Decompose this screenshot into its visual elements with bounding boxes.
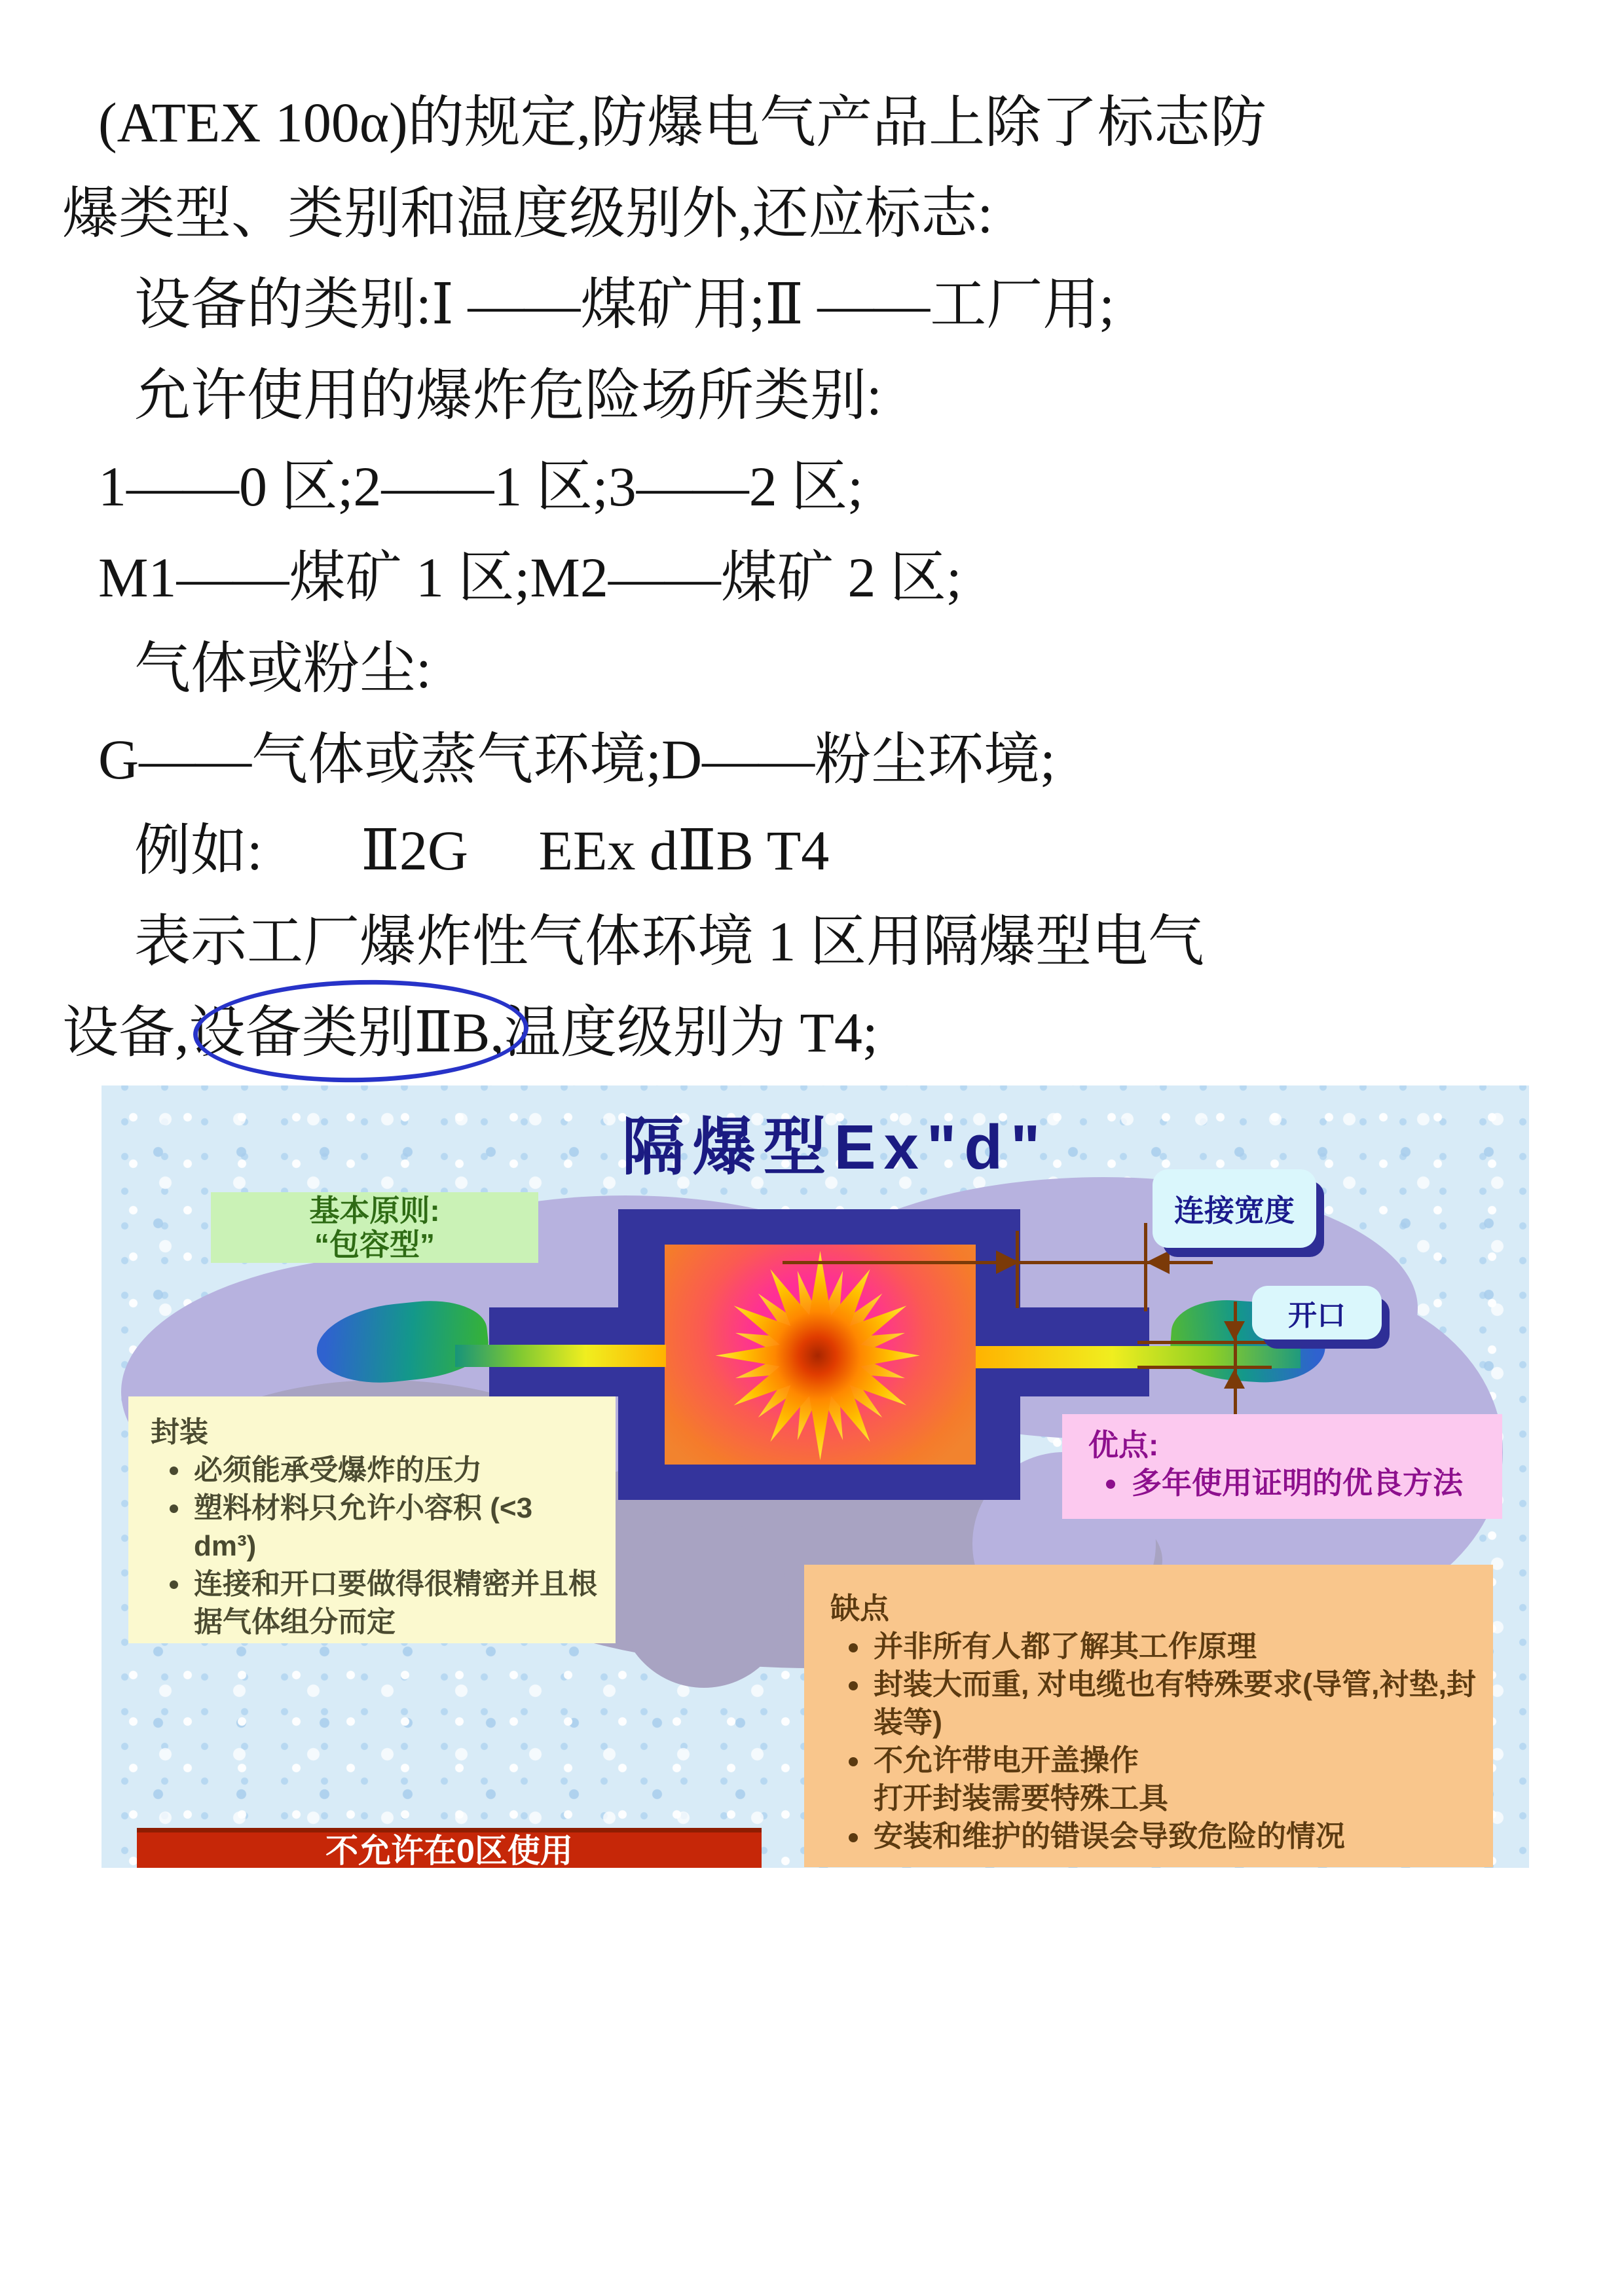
diagram-title: 隔爆型Ex"d"	[621, 1112, 1048, 1182]
joint-width-label-text: 连接宽度	[1174, 1194, 1295, 1228]
dimension-arrow-down-icon	[1224, 1321, 1245, 1341]
dimension-arrow-up-icon	[1224, 1369, 1245, 1389]
advantages-title: 优点:	[1088, 1428, 1159, 1462]
document-text	[62, 77, 1588, 1078]
bullet-continuation-text: 打开封装需要特殊工具	[874, 1781, 1169, 1815]
list-item	[191, 1489, 600, 1565]
list-item	[871, 1666, 1477, 1741]
advantages-box	[1062, 1414, 1502, 1519]
text-line: 允许使用的爆炸危险场所类别:	[134, 364, 882, 427]
basic-principle-box	[211, 1192, 538, 1263]
opening-label	[1252, 1286, 1382, 1339]
text-line: 例如: Ⅱ2G EEx dⅡB T4	[134, 819, 830, 882]
flame-path-beam-left	[455, 1345, 666, 1367]
flameproof-diagram	[101, 1085, 1529, 1868]
list-item	[871, 1817, 1477, 1855]
bullet-text: 封装大而重, 对电缆也有特殊要求(导管,衬垫,封装等)	[874, 1667, 1476, 1739]
opening-dimension-line	[1234, 1302, 1237, 1427]
bullet-text: 安装和维护的错误会导致危险的情况	[874, 1819, 1346, 1853]
encapsulation-box	[128, 1396, 616, 1643]
text-line: 爆类型、类别和温度级别外,还应标志:	[62, 182, 993, 245]
encapsulation-bullet-list	[151, 1451, 600, 1641]
list-item	[1129, 1464, 1502, 1502]
disadvantages-title: 缺点	[830, 1592, 890, 1625]
bullet-text: 并非所有人都了解其工作原理	[874, 1630, 1257, 1663]
dimension-tick	[1144, 1223, 1147, 1311]
flame-path-beam-right	[976, 1346, 1301, 1368]
dimension-tick	[1016, 1231, 1019, 1308]
principle-line2: “包容型”	[314, 1228, 435, 1262]
text-line: 气体或粉尘:	[134, 637, 432, 700]
text-line: 1——0 区;2——1 区;3——2 区;	[98, 455, 864, 518]
bullet-text: 塑料材料只允许小容积 (<3 dm³)	[194, 1492, 533, 1562]
list-item	[191, 1451, 600, 1489]
list-item	[871, 1628, 1477, 1666]
opening-gap-line-top	[1137, 1341, 1272, 1344]
explosion-chamber	[665, 1245, 976, 1465]
dimension-arrow-left-icon	[1146, 1250, 1170, 1274]
encapsulation-title: 封装	[151, 1416, 208, 1448]
explosion-star-icon	[710, 1246, 930, 1465]
text-line: M1——煤矿 1 区;M2——煤矿 2 区;	[98, 546, 962, 609]
cloud-shape	[619, 1518, 789, 1688]
text-line: (ATEX 100α)的规定,防爆电气产品上除了标志防	[98, 91, 1267, 154]
bullet-text: 连接和开口要做得很精密并且根据气体组分而定	[194, 1568, 597, 1638]
opening-label-text: 开口	[1288, 1300, 1346, 1332]
bullet-text: 多年使用证明的优良方法	[1132, 1466, 1463, 1500]
bullet-text: 不允许带电开盖操作	[874, 1743, 1139, 1777]
disadvantages-box	[804, 1565, 1493, 1867]
bullet-text: 必须能承受爆炸的压力	[194, 1454, 482, 1486]
opening-gap-line-bottom	[1137, 1366, 1272, 1369]
text-line: 设备的类别:Ⅰ ——煤矿用;Ⅱ ——工厂用;	[134, 273, 1115, 336]
principle-line1: 基本原则:	[309, 1194, 440, 1228]
list-item	[191, 1565, 600, 1641]
advantages-bullet-list	[1088, 1464, 1502, 1502]
text-line: G——气体或蒸气环境;D——粉尘环境;	[98, 728, 1056, 791]
text-line: 表示工厂爆炸性气体环境 1 区用隔爆型电气	[134, 910, 1204, 973]
disadvantages-bullet-list	[830, 1628, 1477, 1855]
list-item	[871, 1741, 1477, 1817]
text-line: 设备,设备类别ⅡB,温度级别为 T4;	[62, 1001, 878, 1064]
zone0-restriction-banner: 不允许在0区使用	[137, 1828, 762, 1868]
